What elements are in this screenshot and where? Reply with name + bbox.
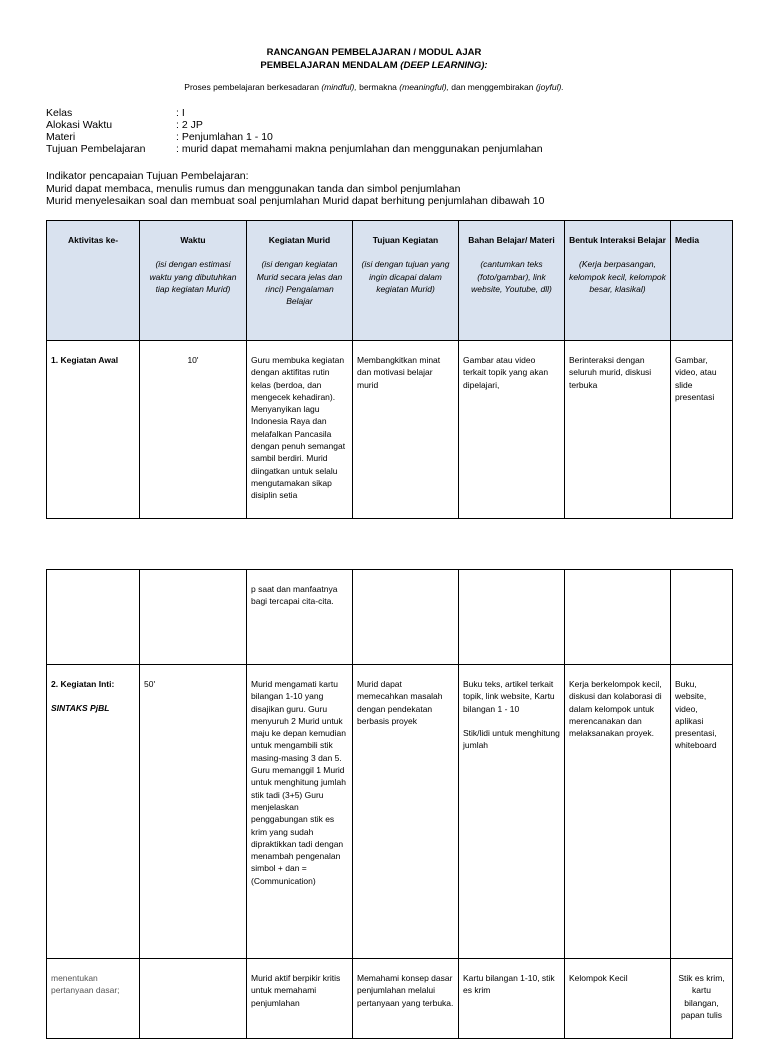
time-value: 10' <box>187 355 199 365</box>
interaksi-text: Berinteraksi dengan seluruh murid, diskusi terbuka <box>569 355 652 390</box>
tujuan-text: Murid dapat memecahkan masalah dengan pendekatan berbasis proyek <box>357 679 443 726</box>
bahan-text: Gambar atau video terkait topik yang akan dipelajari, <box>463 355 549 390</box>
info-row-alokasi-waktu <box>46 119 543 131</box>
table-header-row <box>47 221 733 341</box>
kegiatan-text: Murid mengamati kartu bilangan 1-10 yang disajikan guru. Guru menyuruh 2 Murid untuk maju ke depan kemudian untuk mengambili stik masing-masing 3 dan 5. Guru memanggil 1 Murid untuk menghitung jumlah stik tadi (3+5) Guru menjelaskan penggabungan stik es krim yang sudah dipraktikkan tadi dengan menambah pengenalan simbol + dan = (Communication) <box>251 679 346 886</box>
header-aktivitas <box>47 221 140 341</box>
cell-activity <box>47 665 140 959</box>
cell-media <box>671 959 733 1039</box>
info-value: : Penjumlahan 1 - 10 <box>176 131 273 143</box>
header-title: Waktu <box>180 235 206 245</box>
header-title: Aktivitas ke- <box>67 235 119 245</box>
bahan-text: Stik/lidi untuk menghitung jumlah <box>463 727 560 751</box>
cell-bahan <box>459 665 565 959</box>
header-hint: (isi dengan tujuan yang ingin dicapai dalam kegiatan Murid) <box>361 259 450 294</box>
table-row-kegiatan-inti <box>47 665 733 959</box>
desc-part: Proses pembelajaran berkesadaran <box>184 82 322 92</box>
cell-media <box>671 570 733 665</box>
cell-activity <box>47 570 140 665</box>
table-row-continuation <box>47 570 733 665</box>
module-info <box>46 107 543 155</box>
info-label: Alokasi Waktu <box>46 119 113 131</box>
info-label: Materi <box>46 131 76 143</box>
spacer <box>463 715 560 727</box>
header-bahan-belajar <box>459 221 565 341</box>
activity-label: menentukan pertanyaan dasar; <box>51 973 120 996</box>
cell-tujuan <box>353 570 459 665</box>
header-media <box>671 221 733 341</box>
table-row-kegiatan-awal <box>47 341 733 519</box>
bahan-text: Kartu bilangan 1-10, stik es krim <box>463 973 555 996</box>
cell-kegiatan <box>247 665 353 959</box>
cell-interaksi <box>565 959 671 1039</box>
kegiatan-text: p saat dan manfaatnya bagi tercapai cita-cita. <box>251 584 338 607</box>
desc-italic: (mindful), <box>321 82 357 92</box>
heading-italic-text: (DEEP LEARNING): <box>400 60 488 71</box>
document-title: RANCANGAN PEMBELAJARAN / MODUL AJAR <box>266 47 482 58</box>
header-bentuk-interaksi <box>565 221 671 341</box>
header-title: Media <box>675 235 700 245</box>
desc-part: dan menggembirakan <box>448 82 536 92</box>
time-value: 50' <box>144 679 156 689</box>
cell-bahan <box>459 570 565 665</box>
kegiatan-text: Murid aktif berpikir kritis untuk memahami penjumlahan <box>251 973 341 1008</box>
cell-kegiatan <box>247 570 353 665</box>
header-hint: (isi dengan estimasi waktu yang dibutuhkan tiap kegiatan Murid) <box>149 259 237 294</box>
header-waktu <box>140 221 247 341</box>
table-row-pertanyaan-dasar <box>47 959 733 1039</box>
header-hint: (isi dengan kegiatan Murid secara jelas dan rinci) Pengalaman Belajar <box>256 259 343 307</box>
header-title: Kegiatan Murid <box>268 235 331 245</box>
kegiatan-text: Guru membuka kegiatan dengan aktifitas rutin kelas (berdoa, dan mengecek kehadiran). Menyanyikan lagu Indonesia Raya dan melafalkan Pancasila dengan penuh semangat sambil berdiri. Murid diingatkan untuk selalu mengutamakan sikap disiplin setia <box>251 355 346 501</box>
cell-tujuan <box>353 959 459 1039</box>
cell-time <box>140 341 247 519</box>
activity-table-continued <box>46 569 733 1039</box>
tujuan-text: Membangkitkan minat dan motivasi belajar murid <box>357 355 441 390</box>
cell-interaksi <box>565 665 671 959</box>
header-title: Tujuan Kegiatan <box>372 235 439 245</box>
info-row-materi <box>46 131 543 143</box>
indicator-item: Murid menyelesaikan soal dan membuat soal penjumlahan Murid dapat berhitung penjumlahan dibawah 10 <box>46 195 545 207</box>
cell-bahan <box>459 959 565 1039</box>
info-value: : I <box>176 107 185 119</box>
indicator-item: Murid dapat membaca, menulis rumus dan menggunakan tanda dan simbol penjumlahan <box>46 182 461 195</box>
activity-label: 1. Kegiatan Awal <box>51 355 119 365</box>
info-label: Kelas <box>46 107 73 119</box>
media-text: Gambar, video, atau slide presentasi <box>675 355 717 402</box>
cell-time <box>140 570 247 665</box>
bahan-text: Buku teks, artikel terkait topik, link website, Kartu bilangan 1 - 10 <box>463 679 555 714</box>
activity-label: 2. Kegiatan Inti: <box>51 679 115 689</box>
indicator-heading: Indikator pencapaian Tujuan Pembelajaran: <box>46 170 249 182</box>
info-row-tujuan <box>46 143 543 155</box>
header-kegiatan-murid <box>247 221 353 341</box>
cell-time <box>140 665 247 959</box>
interaksi-text: Kerja berkelompok kecil, diskusi dan kolaborasi di dalam kelompok untuk merencanakan dan melaksanakan proyek. <box>569 679 662 739</box>
interaksi-text: Kelompok Kecil <box>569 973 628 983</box>
info-label: Tujuan Pembelajaran <box>46 143 146 155</box>
info-value: : murid dapat memahami makna penjumlahan dan menggunakan penjumlahan <box>176 143 543 155</box>
heading-text: PEMBELAJARAN MENDALAM <box>260 60 401 71</box>
media-text: Stik es krim, kartu bilangan, papan tulis <box>678 973 725 1020</box>
sintaks-label: SINTAKS PjBL <box>51 703 110 714</box>
cell-activity <box>47 959 140 1039</box>
header-title: Bentuk Interaksi Belajar <box>569 235 666 245</box>
document-subtitle-heading <box>0 60 748 71</box>
spacer <box>51 690 135 702</box>
header-hint: (Kerja berpasangan, kelompok kecil, kelompok besar, klasikal) <box>569 259 666 294</box>
cell-kegiatan <box>247 341 353 519</box>
media-text: Buku, website, video, aplikasi presentasi, whiteboard <box>675 679 717 751</box>
cell-activity <box>47 341 140 519</box>
desc-italic: (meaningful), <box>399 82 449 92</box>
cell-kegiatan <box>247 959 353 1039</box>
cell-interaksi <box>565 570 671 665</box>
cell-tujuan <box>353 341 459 519</box>
cell-media <box>671 665 733 959</box>
header-title: Bahan Belajar/ Materi <box>468 235 555 245</box>
desc-part: bermakna <box>356 82 400 92</box>
cell-tujuan <box>353 665 459 959</box>
cell-time <box>140 959 247 1039</box>
cell-interaksi <box>565 341 671 519</box>
indicator-section <box>46 170 544 208</box>
header-tujuan-kegiatan <box>353 221 459 341</box>
learning-process-description <box>0 82 748 92</box>
header-hint: (cantumkan teks (foto/gambar), link website, Youtube, dll) <box>471 259 552 294</box>
tujuan-text: Memahami konsep dasar penjumlahan melalui pertanyaan yang terbuka. <box>357 973 454 1008</box>
info-row-kelas <box>46 107 543 119</box>
cell-bahan <box>459 341 565 519</box>
desc-italic: (joyful). <box>535 82 564 92</box>
cell-media <box>671 341 733 519</box>
activity-table <box>46 220 733 519</box>
info-value: : 2 JP <box>176 119 203 131</box>
